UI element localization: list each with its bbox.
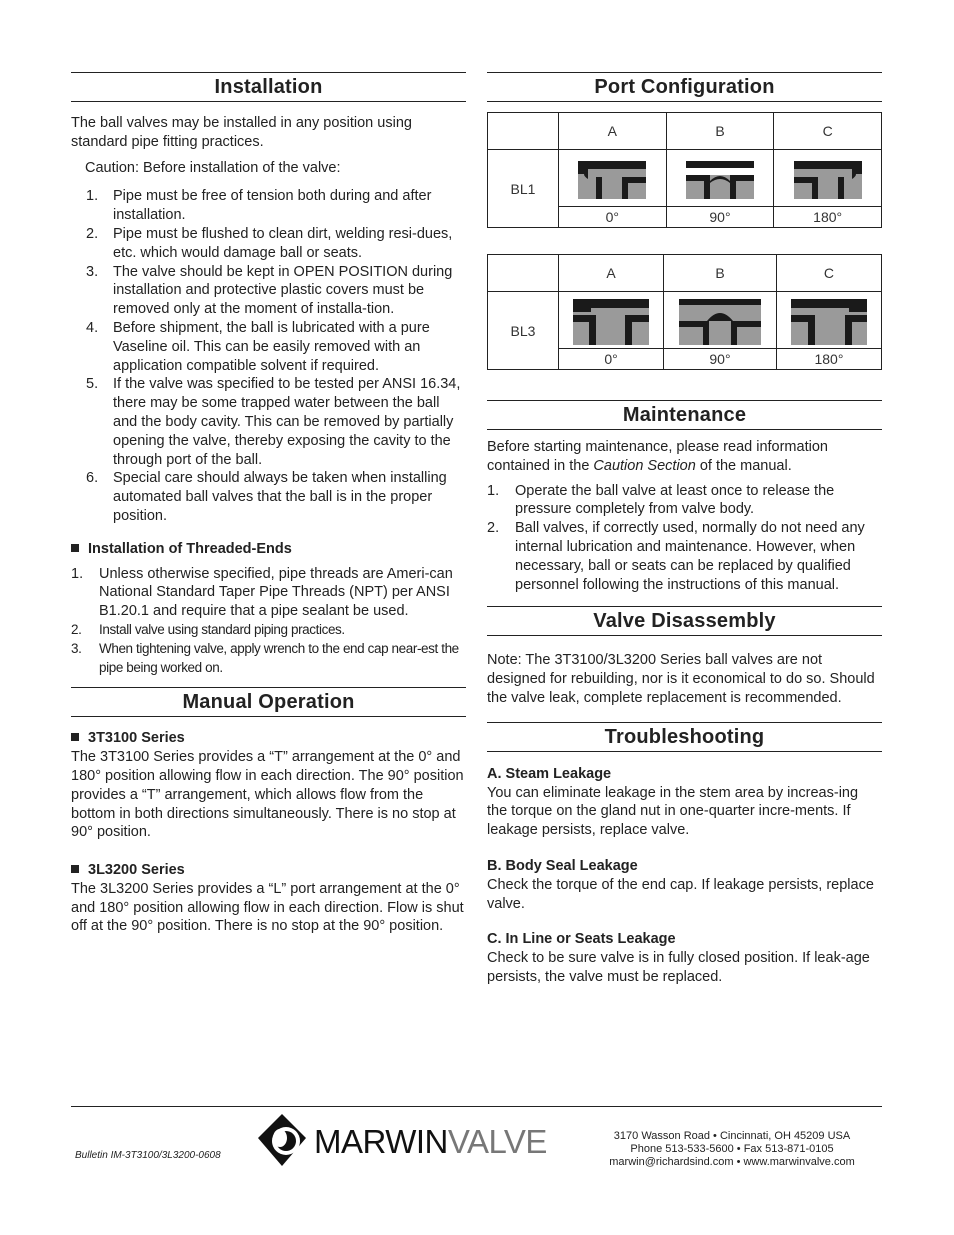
list-item: 2. Install valve using standard piping practices. <box>71 621 345 637</box>
series-3l3200-heading: 3L3200 Series <box>71 861 466 880</box>
seats-leakage-heading: C. In Line or Seats Leakage <box>487 931 676 948</box>
list-item: 3. When tightening valve, apply wrench to the end cap near-est the pipe being worked on. <box>71 640 459 675</box>
list-item: 1. Pipe must be free of tension both during and after installation. <box>86 188 432 224</box>
column-header: C <box>774 113 882 150</box>
column-header: A <box>559 113 667 150</box>
maintenance-heading: Maintenance <box>487 400 882 430</box>
installation-caution: Caution: Before installation of the valve: <box>85 159 341 176</box>
steam-leakage-text: You can eliminate leakage in the stem area by increas-ing the torque on the gland nut in one-quarter incre-ments. If leakage persists, replace valve. <box>487 784 859 839</box>
body-seal-leakage-heading: B. Body Seal Leakage <box>487 857 638 874</box>
row-label: BL1 <box>488 150 559 228</box>
list-item: 4. Before shipment, the ball is lubricated with a pure Vaseline oil. This can be easily removed with an application compatible solvent if required. <box>86 319 430 374</box>
angle-label: 0° <box>559 349 664 370</box>
row-label: BL3 <box>488 292 559 370</box>
l-port-valve-icon <box>789 297 869 347</box>
column-header: A <box>559 255 664 292</box>
angle-label: 90° <box>664 349 777 370</box>
logo-wordmark: MARWINVALVE <box>314 1123 547 1160</box>
troubleshooting-heading: Troubleshooting <box>487 722 882 752</box>
series-3l3200-text: The 3L3200 Series provides a “L” port arrangement at the 0° and 180° position allowing flow in each direction. Flow is shut off at the 90° position. There is no stop at the 90° position. <box>71 880 464 935</box>
angle-label: 180° <box>774 207 882 228</box>
t-port-valve-icon <box>576 157 648 203</box>
list-item: 6. Special care should always be taken when installing automated ball valves that the ball is in the proper position. <box>86 470 447 524</box>
threaded-ends-heading: Installation of Threaded-Ends <box>71 540 466 559</box>
marwin-valve-logo <box>258 1112 558 1175</box>
port-configuration-heading: Port Configuration <box>487 72 882 102</box>
list-item: 2. Pipe must be flushed to clean dirt, welding resi-dues, etc. which would damage ball or seats. <box>86 225 453 261</box>
right-column <box>487 72 882 987</box>
body-seal-leakage-text: Check the torque of the end cap. If leakage persists, replace valve. <box>487 876 874 912</box>
list-item: 5. If the valve was specified to be tested per ANSI 16.34, there may be some trapped water between the ball and the body cavity. This can be removed by partially opening the valve, thereby exposing the cavity to the through port of the ball. <box>86 376 461 468</box>
l-port-valve-icon <box>677 297 763 347</box>
column-header: C <box>776 255 881 292</box>
installation-list <box>71 187 466 525</box>
square-bullet-icon <box>71 733 79 741</box>
seats-leakage-text: Check to be sure valve is in fully closed position. If leak-age persists, the valve must be replaced. <box>487 950 870 985</box>
threaded-ends-list <box>71 565 466 678</box>
column-header: B <box>666 113 774 150</box>
installation-intro: The ball valves may be installed in any position using standard pipe fitting practices. <box>71 115 412 150</box>
bulletin-number: Bulletin IM-3T3100/3L3200-0608 <box>75 1150 221 1161</box>
port-table-bl1 <box>487 112 882 228</box>
column-header: B <box>664 255 777 292</box>
valve-disassembly-heading: Valve Disassembly <box>487 606 882 636</box>
maintenance-intro: Before starting maintenance, please read information contained in the Caution Section of the manual. <box>487 439 828 474</box>
l-port-valve-icon <box>571 297 651 347</box>
marwin-logo-icon <box>258 1114 306 1166</box>
port-table-bl3 <box>487 254 882 370</box>
maintenance-list <box>487 482 882 595</box>
angle-label: 0° <box>559 207 667 228</box>
square-bullet-icon <box>71 544 79 552</box>
manual-operation-heading: Manual Operation <box>71 687 466 717</box>
footer-divider <box>71 1106 882 1107</box>
disassembly-text: Note: The 3T3100/3L3200 Series ball valves are not designed for rebuilding, nor is it economical to do so. Should the valve leak, complete replacement is recommended. <box>487 652 875 706</box>
t-port-valve-icon <box>792 157 864 203</box>
series-3t3100-heading: 3T3100 Series <box>71 729 466 748</box>
left-column <box>71 72 466 936</box>
t-port-valve-icon <box>684 157 756 203</box>
list-item: 1. Unless otherwise specified, pipe threads are Ameri-can National Standard Taper Pipe Threads (NPT) per ANSI B1.20.1 and require that a pipe sealant be used. <box>71 565 453 620</box>
company-address: 3170 Wasson Road • Cincinnati, OH 45209 USA Phone 513-533-5600 • Fax 513-871-0105 marwin@richardsind.com • www.marwinvalve.com <box>609 1130 855 1168</box>
square-bullet-icon <box>71 865 79 873</box>
installation-heading: Installation <box>71 72 466 102</box>
angle-label: 180° <box>776 349 881 370</box>
list-item: 2. Ball valves, if correctly used, normally do not need any internal lubrication and maintenance. However, when necessary, ball or seats can be replaced by qualified personnel following the instructions of this manual. <box>487 520 865 593</box>
angle-label: 90° <box>666 207 774 228</box>
series-3t3100-text: The 3T3100 Series provides a “T” arrangement at the 0° and 180° position allowing flow in each direction. The 90° position provides a “T” arrangement, which allows flow from the bottom in both directions simultaneously. There is no stop at 90° position. <box>71 749 464 841</box>
list-item: 1. Operate the ball valve at least once to release the pressure completely from valve body. <box>487 482 835 518</box>
list-item: 3. The valve should be kept in OPEN POSITION during installation and protective plastic covers must be removed only at the moment of installa-tion. <box>86 263 453 318</box>
steam-leakage-heading: A. Steam Leakage <box>487 765 612 782</box>
